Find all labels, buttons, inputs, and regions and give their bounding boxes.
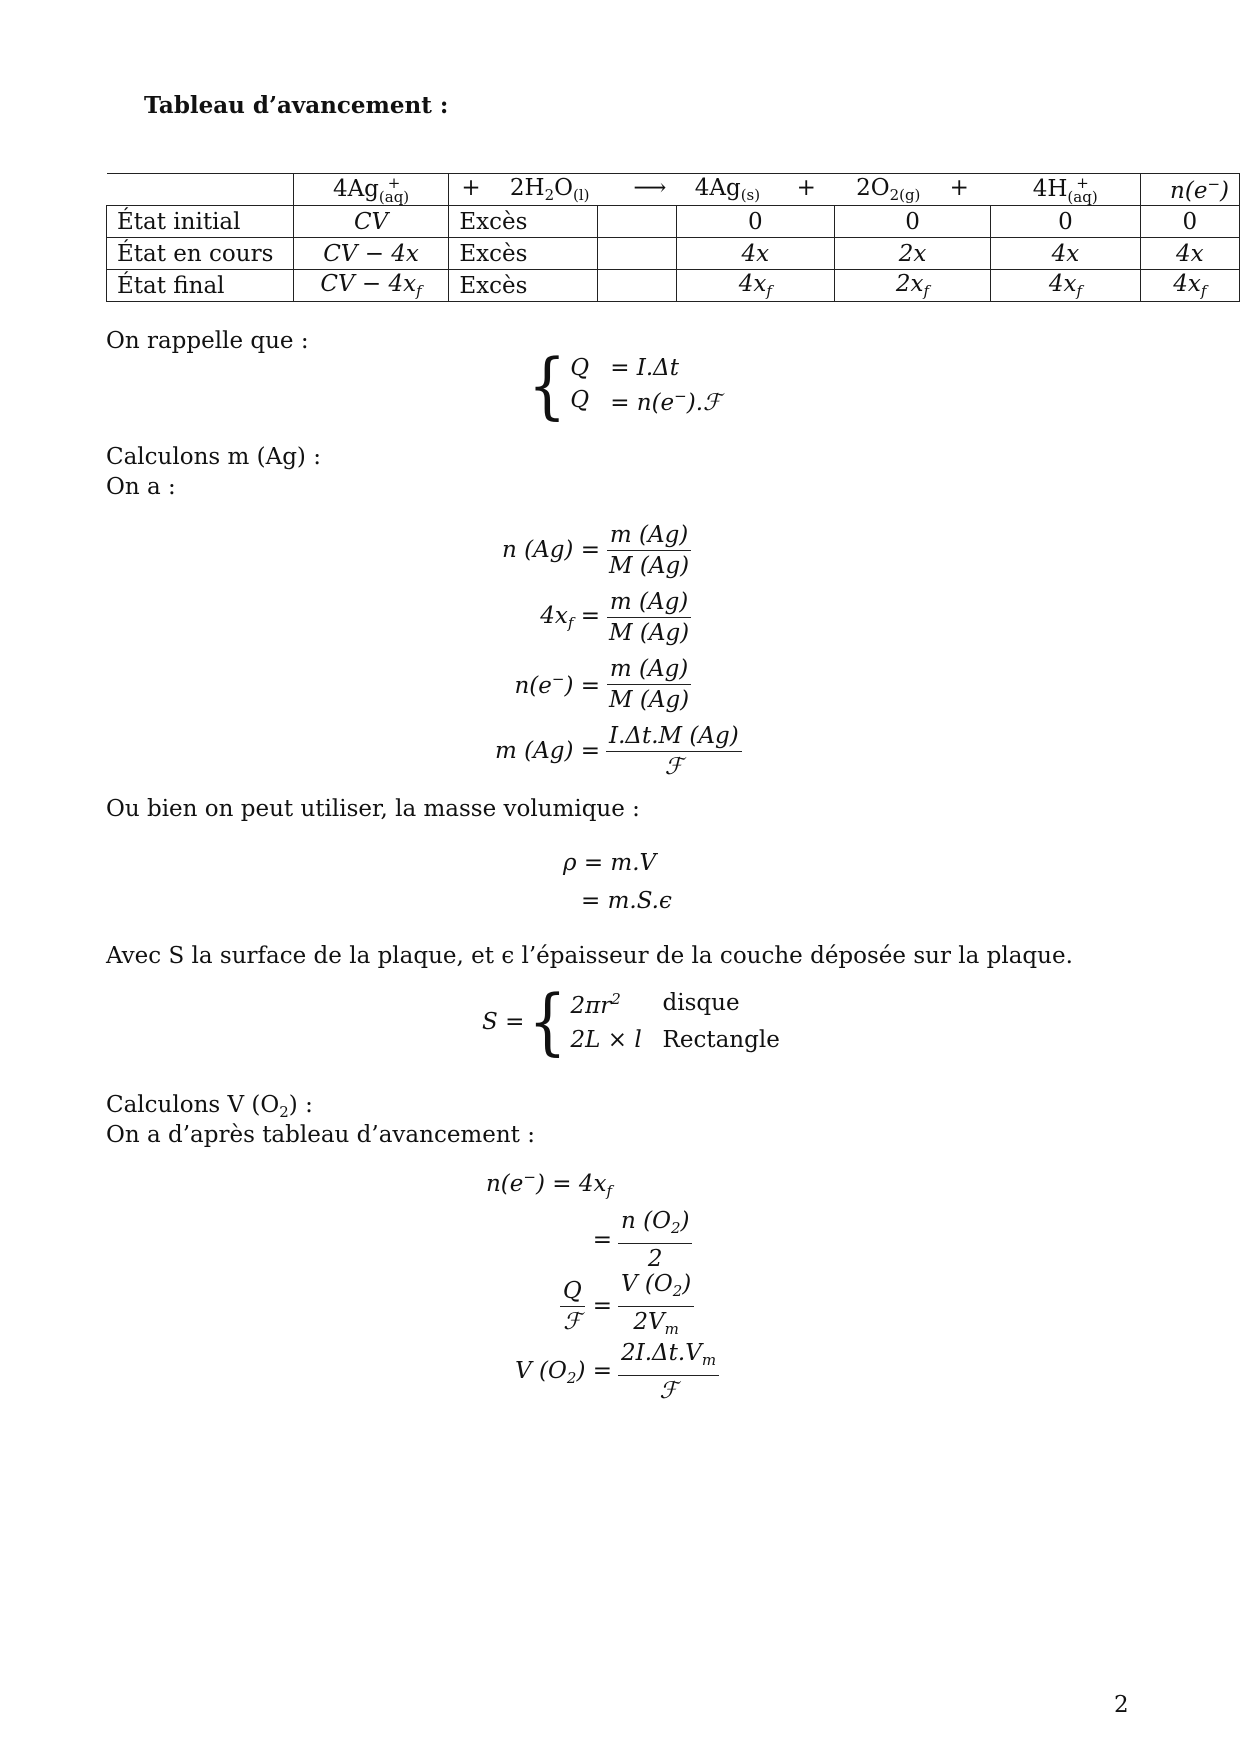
cell-proton: 4x [991, 238, 1140, 270]
cell-ag-solid: $4x_f$ [676, 270, 834, 302]
table-row [107, 238, 1240, 270]
volume-title: Calculons V $(O_2)$ : [106, 1092, 313, 1121]
density-equation-1: ρ = m.V [563, 850, 657, 876]
density-equation-2: = m.S.ϵ [581, 888, 672, 914]
equals-sign: = [592, 1227, 612, 1253]
row-label: État en cours [107, 238, 294, 270]
cell-oxygen: $2x_f$ [834, 270, 991, 302]
rectangle-label: Rectangle [662, 1027, 780, 1053]
equation-lhs: n (Ag) = [502, 537, 600, 563]
charge-equation-2: = n(e−).ℱ [610, 387, 722, 416]
progress-table [106, 173, 1240, 302]
on-a-text: On a : [106, 474, 176, 500]
fraction: $\frac{I.\Delta t.M (Ag)}{\text{ℱ}}$ [606, 721, 742, 782]
row-label: État initial [107, 206, 294, 238]
charge-symbol: Q [570, 355, 590, 381]
header-ag-solid: $4Ag_{(s)}$ + [676, 174, 834, 206]
cell-oxygen: 2x [834, 238, 991, 270]
empty-header-cell [107, 174, 294, 206]
table-header-row [107, 174, 1240, 206]
table-row [107, 270, 1240, 302]
volume-equation [440, 1270, 694, 1338]
header-ag-ion: 4Ag + (aq) [293, 174, 449, 206]
disc-label: disque [662, 990, 740, 1016]
fraction: $\frac{m (Ag)}{M (Ag)}$ [606, 587, 692, 648]
cell-ag-ion: CV − $4x_f$ [293, 270, 449, 302]
recall-system [528, 343, 722, 428]
equation-lhs: V $(O_2)$ = [515, 1357, 612, 1387]
cell-oxygen: 0 [834, 206, 991, 238]
cell-ag-solid: 4x [676, 238, 834, 270]
surface-text: Avec S la surface de la plaque, et ϵ l’épaisseur de la couche déposée sur la plaque. [106, 943, 1073, 969]
volume-equation [440, 1340, 719, 1404]
cell-water: Excès [449, 238, 598, 270]
fraction: $\frac{m (Ag)}{M (Ag)}$ [606, 520, 692, 581]
cell-electrons: $4x_f$ [1140, 270, 1239, 302]
cell-water: Excès [449, 270, 598, 302]
equation-lhs: n(e−) = [514, 669, 600, 699]
left-brace: { [528, 343, 567, 428]
cell-ag-solid: 0 [676, 206, 834, 238]
recall-text: On rappelle que : [106, 328, 309, 354]
disc-area: $2\pi r^2$ [570, 990, 621, 1019]
section-heading: Tableau d’avancement : [144, 92, 449, 119]
header-proton: 4H + (aq) [991, 174, 1140, 206]
cell-water: Excès [449, 206, 598, 238]
fraction: $\frac{n (O_2)}{2}$ [618, 1206, 692, 1274]
cell-ag-ion: CV [293, 206, 449, 238]
density-text: Ou bien on peut utiliser, la masse volumique : [106, 796, 640, 822]
header-water: + $2H_2O_{(l)}$ ⟶ [449, 174, 677, 206]
mass-equation [440, 518, 692, 582]
row-label: État final [107, 270, 294, 302]
equation-lhs: $4x_f$ = [540, 602, 600, 632]
mass-title: Calculons m (Ag) : [106, 444, 321, 470]
equation-lhs: $\frac{Q}{\text{ℱ}}$ = [440, 1276, 612, 1337]
header-oxygen: $2O_{2(g)}$ + [834, 174, 991, 206]
table-row [107, 206, 1240, 238]
header-electrons: n(e−) [1140, 174, 1239, 206]
volume-equation [440, 1208, 692, 1272]
page-number: 2 [1114, 1692, 1129, 1718]
mass-equation [440, 652, 692, 716]
mass-equation [440, 719, 742, 783]
mass-equation [440, 585, 692, 649]
equation-lhs: $n(e^-) = 4x_f$ [485, 1168, 612, 1200]
cell-empty [598, 238, 677, 270]
cell-empty [598, 270, 677, 302]
volume-equation [440, 1160, 612, 1208]
surface-system [482, 979, 780, 1064]
cell-proton: $4x_f$ [991, 270, 1140, 302]
rectangle-area: 2L × l [570, 1027, 642, 1053]
cell-electrons: 0 [1140, 206, 1239, 238]
recall-system-lines [570, 355, 721, 416]
cell-ag-ion: CV − 4x [293, 238, 449, 270]
fraction: $\frac{m (Ag)}{M (Ag)}$ [606, 654, 692, 715]
charge-symbol: Q [570, 387, 590, 413]
equation-lhs: m (Ag) = [495, 738, 600, 764]
volume-intro: On a d’après tableau d’avancement : [106, 1122, 535, 1148]
cell-electrons: 4x [1140, 238, 1239, 270]
cell-proton: 0 [991, 206, 1140, 238]
left-brace: { [528, 979, 567, 1064]
surface-cases [571, 990, 780, 1053]
cell-empty [598, 206, 677, 238]
fraction: $\frac{2I.\Delta t.V_m}{\text{ℱ}}$ [618, 1338, 719, 1406]
fraction: $\frac{Q}{\text{ℱ}}$ [560, 1276, 585, 1337]
surface-lhs: S = [482, 1008, 525, 1035]
fraction: $\frac{V (O_2)}{2V_m}$ [618, 1269, 694, 1344]
charge-equation-1: = I.Δt [610, 355, 680, 381]
